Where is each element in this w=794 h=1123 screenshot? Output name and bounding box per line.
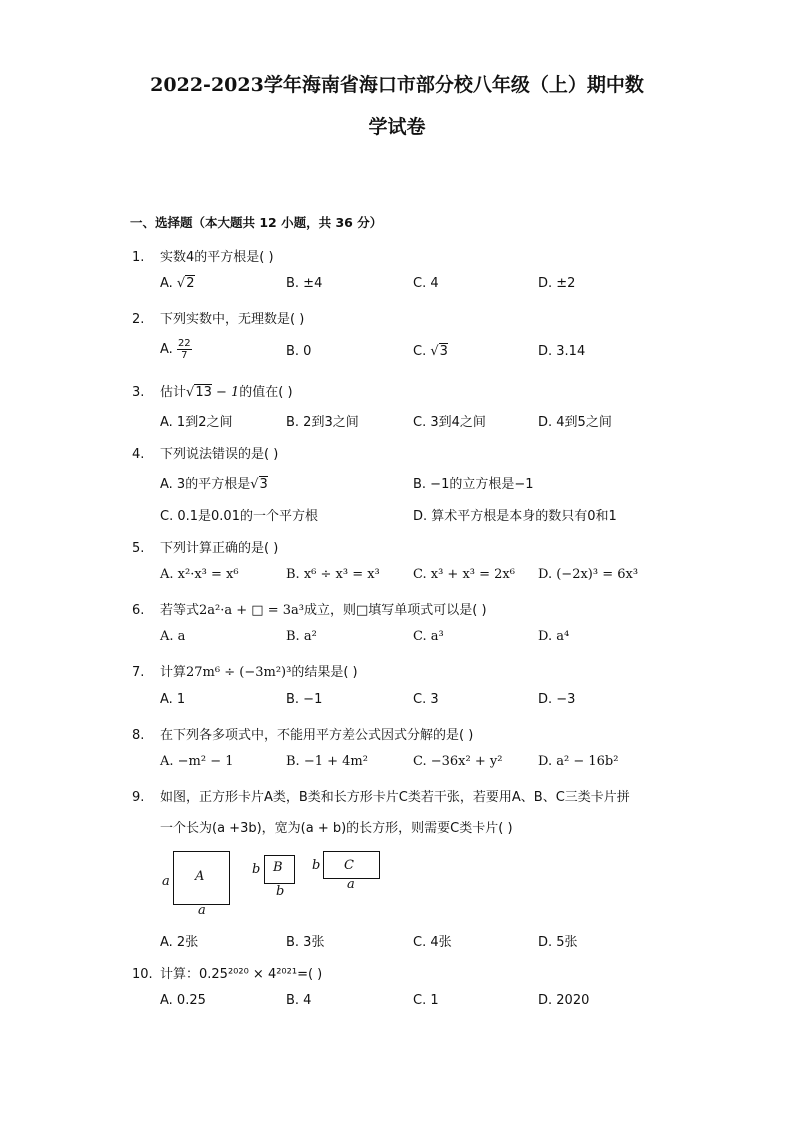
q6-option-d[interactable]: D. a⁴ <box>538 629 570 644</box>
q8-option-a[interactable]: A. −m² − 1 <box>160 754 234 769</box>
q10-option-a[interactable]: A. 0.25 <box>160 993 206 1008</box>
fraction: $\frac{22}{7}$ <box>177 338 191 361</box>
section-heading: 一、选择题（本大题共 12 小题，共 36 分） <box>130 215 383 230</box>
card-c-label: C <box>344 858 354 873</box>
question-6: 6. 若等式2a²·a + □ = 3a³成立，则□填写单项式可以是( ) <box>132 603 487 618</box>
q9-option-d[interactable]: D. 5张 <box>538 935 578 950</box>
question-4: 4. 下列说法错误的是( ) <box>132 447 279 462</box>
question-2: 2. 下列实数中，无理数是( ) <box>132 312 305 327</box>
q10-option-b[interactable]: B. 4 <box>286 993 312 1008</box>
q4-option-c[interactable]: C. 0.1是0.01的一个平方根 <box>160 509 318 524</box>
card-b-side-label: b <box>252 862 261 877</box>
q4-option-b[interactable]: B. −1的立方根是−1 <box>413 477 534 492</box>
question-10: 10. 计算：0.25²⁰²⁰ × 4²⁰²¹=( ) <box>132 967 323 982</box>
q1-option-b[interactable]: B. ±4 <box>286 276 323 291</box>
card-a-side-label: a <box>162 874 170 889</box>
q2-option-b[interactable]: B. 0 <box>286 344 312 359</box>
q1-option-c[interactable]: C. 4 <box>413 276 439 291</box>
q7-option-d[interactable]: D. −3 <box>538 692 576 707</box>
q7-option-b[interactable]: B. −1 <box>286 692 323 707</box>
q5-option-a[interactable]: A. x²·x³ = x⁶ <box>160 567 239 582</box>
q10-option-c[interactable]: C. 1 <box>413 993 439 1008</box>
doc-title-line2: 学试卷 <box>368 116 426 138</box>
card-a-label: A <box>195 869 205 884</box>
q2-option-c[interactable]: C. √3 <box>413 344 448 359</box>
q4-option-a[interactable]: A. 3的平方根是√3 <box>160 477 268 492</box>
question-9: 9. 如图，正方形卡片A类，B类和长方形卡片C类若干张，若要用A、B、C三类卡片拼 <box>132 790 630 805</box>
q1-option-d[interactable]: D. ±2 <box>538 276 576 291</box>
q3-option-a[interactable]: A. 1到2之间 <box>160 415 233 430</box>
card-b-label: B <box>273 860 283 875</box>
q3-option-b[interactable]: B. 2到3之间 <box>286 415 359 430</box>
question-3: 3. 估计√13 − 1的值在( ) <box>132 385 293 400</box>
q5-option-b[interactable]: B. x⁶ ÷ x³ = x³ <box>286 567 380 582</box>
q9-option-b[interactable]: B. 3张 <box>286 935 325 950</box>
q1-option-a[interactable]: A. √2 <box>160 276 195 291</box>
card-c-side-label: b <box>312 858 321 873</box>
q2-option-d[interactable]: D. 3.14 <box>538 344 586 359</box>
q10-option-d[interactable]: D. 2020 <box>538 993 590 1008</box>
q6-option-c[interactable]: C. a³ <box>413 629 444 644</box>
card-b-bottom-label: b <box>276 884 285 899</box>
question-9-line2: 一个长为(a +3b)，宽为(a + b)的长方形，则需要C类卡片( ) <box>160 821 513 836</box>
card-c-bottom-label: a <box>347 877 355 892</box>
question-7: 7. 计算27m⁶ ÷ (−3m²)³的结果是( ) <box>132 665 358 680</box>
q3-option-d[interactable]: D. 4到5之间 <box>538 415 612 430</box>
question-1: 1. 实数4的平方根是( ) <box>132 250 274 265</box>
q7-option-a[interactable]: A. 1 <box>160 692 186 707</box>
q8-option-c[interactable]: C. −36x² + y² <box>413 754 503 769</box>
q3-option-c[interactable]: C. 3到4之间 <box>413 415 486 430</box>
q9-option-c[interactable]: C. 4张 <box>413 935 452 950</box>
question-8: 8. 在下列各多项式中，不能用平方差公式因式分解的是( ) <box>132 728 474 743</box>
q2-option-a[interactable]: A. $\frac{22}{7}$ <box>160 338 191 361</box>
q5-option-c[interactable]: C. x³ + x³ = 2x⁶ <box>413 567 515 582</box>
q7-option-c[interactable]: C. 3 <box>413 692 439 707</box>
q8-option-d[interactable]: D. a² − 16b² <box>538 754 619 769</box>
card-a-bottom-label: a <box>198 903 206 918</box>
doc-title-line1: 2022-2023学年海南省海口市部分校八年级（上）期中数 <box>150 74 644 96</box>
q6-option-b[interactable]: B. a² <box>286 629 317 644</box>
q9-option-a[interactable]: A. 2张 <box>160 935 199 950</box>
question-5: 5. 下列计算正确的是( ) <box>132 541 279 556</box>
q5-option-d[interactable]: D. (−2x)³ = 6x³ <box>538 567 639 582</box>
q8-option-b[interactable]: B. −1 + 4m² <box>286 754 368 769</box>
q4-option-d[interactable]: D. 算术平方根是本身的数只有0和1 <box>413 509 617 524</box>
q6-option-a[interactable]: A. a <box>160 629 186 644</box>
